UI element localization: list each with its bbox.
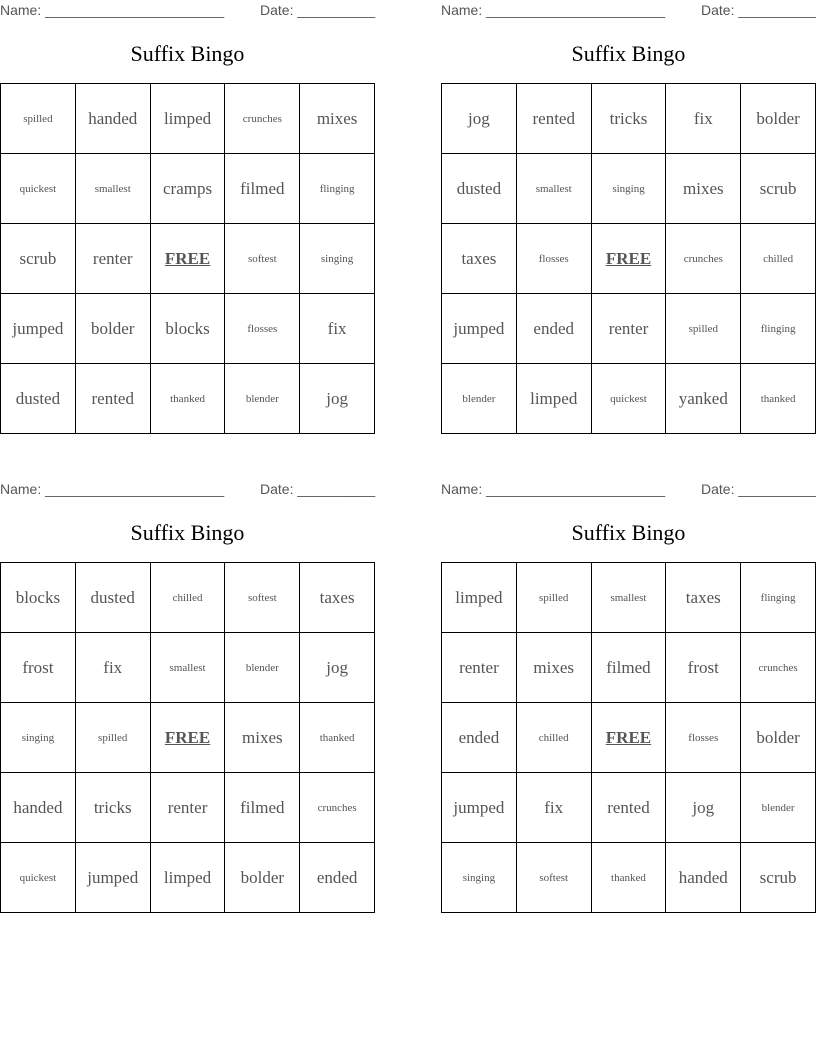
name-field-label: Name: _______________________ <box>0 2 225 18</box>
bingo-cell: frost <box>666 633 741 703</box>
bingo-cell: tricks <box>591 84 666 154</box>
bingo-row <box>442 84 816 154</box>
card-title: Suffix Bingo <box>571 41 686 66</box>
bingo-cell: singing <box>300 224 375 294</box>
bingo-grid <box>441 83 816 434</box>
bingo-cell: fix <box>300 294 375 364</box>
bingo-cell: spilled <box>75 703 150 773</box>
bingo-cell: jog <box>300 633 375 703</box>
bingo-cell: dusted <box>75 563 150 633</box>
free-space: FREE <box>150 224 225 294</box>
bingo-row <box>442 224 816 294</box>
free-space: FREE <box>591 224 666 294</box>
bingo-cell: bolder <box>741 703 816 773</box>
bingo-cell: blender <box>225 364 300 434</box>
bingo-row <box>1 703 375 773</box>
bingo-cell: renter <box>150 773 225 843</box>
bingo-cell: flosses <box>225 294 300 364</box>
bingo-cell: rented <box>516 84 591 154</box>
bingo-cell: flinging <box>741 563 816 633</box>
name-field-label: Name: _______________________ <box>0 481 225 497</box>
bingo-cell: crunches <box>300 773 375 843</box>
date-field-label: Date: __________ <box>701 2 816 18</box>
bingo-row <box>442 364 816 434</box>
bingo-row <box>442 563 816 633</box>
bingo-cell: cramps <box>150 154 225 224</box>
bingo-cell: limped <box>516 364 591 434</box>
bingo-cell: thanked <box>591 843 666 913</box>
bingo-cell: chilled <box>516 703 591 773</box>
bingo-cell: mixes <box>300 84 375 154</box>
bingo-cell: scrub <box>1 224 76 294</box>
bingo-cell: renter <box>591 294 666 364</box>
bingo-cell: singing <box>442 843 517 913</box>
bingo-cell: limped <box>442 563 517 633</box>
bingo-cell: quickest <box>1 843 76 913</box>
bingo-cell: handed <box>75 84 150 154</box>
bingo-cell: mixes <box>516 633 591 703</box>
card-title: Suffix Bingo <box>571 520 686 545</box>
bingo-cell: frost <box>1 633 76 703</box>
free-space: FREE <box>150 703 225 773</box>
name-date-line <box>441 479 816 499</box>
bingo-cell: softest <box>225 224 300 294</box>
name-field-label: Name: _______________________ <box>441 2 666 18</box>
bingo-cell: softest <box>225 563 300 633</box>
bingo-cell: handed <box>1 773 76 843</box>
bingo-cell: singing <box>591 154 666 224</box>
bingo-row <box>1 773 375 843</box>
bingo-cell: taxes <box>666 563 741 633</box>
bingo-cell: blender <box>741 773 816 843</box>
date-field-label: Date: __________ <box>701 481 816 497</box>
bingo-row <box>1 224 375 294</box>
bingo-grid <box>441 562 816 913</box>
bingo-cell: flinging <box>741 294 816 364</box>
bingo-cell: spilled <box>666 294 741 364</box>
bingo-cell: ended <box>300 843 375 913</box>
bingo-row <box>1 84 375 154</box>
bingo-cell: bolder <box>75 294 150 364</box>
bingo-cell: blocks <box>150 294 225 364</box>
bingo-row <box>442 843 816 913</box>
bingo-cell: quickest <box>1 154 76 224</box>
bingo-cell: spilled <box>1 84 76 154</box>
bingo-cell: dusted <box>1 364 76 434</box>
bingo-row <box>442 773 816 843</box>
bingo-cell: ended <box>516 294 591 364</box>
bingo-cell: rented <box>591 773 666 843</box>
bingo-cell: thanked <box>300 703 375 773</box>
bingo-cell: scrub <box>741 154 816 224</box>
card-title: Suffix Bingo <box>130 520 245 545</box>
bingo-row <box>1 154 375 224</box>
bingo-cell: yanked <box>666 364 741 434</box>
bingo-cell: tricks <box>75 773 150 843</box>
bingo-cell: taxes <box>442 224 517 294</box>
bingo-row <box>1 843 375 913</box>
bingo-cell: flosses <box>666 703 741 773</box>
bingo-row <box>1 294 375 364</box>
bingo-cell: jog <box>300 364 375 434</box>
bingo-cell: bolder <box>741 84 816 154</box>
bingo-cell: thanked <box>741 364 816 434</box>
bingo-cell: chilled <box>150 563 225 633</box>
bingo-cell: singing <box>1 703 76 773</box>
bingo-cell: smallest <box>591 563 666 633</box>
free-space: FREE <box>591 703 666 773</box>
bingo-row <box>1 633 375 703</box>
bingo-cell: rented <box>75 364 150 434</box>
bingo-cell: handed <box>666 843 741 913</box>
bingo-cell: fix <box>516 773 591 843</box>
bingo-cell: filmed <box>591 633 666 703</box>
bingo-row <box>442 294 816 364</box>
bingo-cell: filmed <box>225 773 300 843</box>
bingo-cell: limped <box>150 843 225 913</box>
date-field-label: Date: __________ <box>260 2 376 18</box>
bingo-cell: jumped <box>75 843 150 913</box>
bingo-cell: blocks <box>1 563 76 633</box>
bingo-cell: jumped <box>442 294 517 364</box>
bingo-cell: mixes <box>225 703 300 773</box>
date-field-label: Date: __________ <box>260 481 376 497</box>
name-date-line <box>0 479 375 499</box>
bingo-cell: dusted <box>442 154 517 224</box>
bingo-cell: crunches <box>666 224 741 294</box>
bingo-cell: jog <box>442 84 517 154</box>
bingo-row <box>442 154 816 224</box>
bingo-cell: fix <box>75 633 150 703</box>
bingo-cell: smallest <box>516 154 591 224</box>
bingo-row <box>442 703 816 773</box>
bingo-cell: jumped <box>442 773 517 843</box>
bingo-cell: crunches <box>741 633 816 703</box>
bingo-cell: scrub <box>741 843 816 913</box>
bingo-row <box>1 563 375 633</box>
bingo-cell: flosses <box>516 224 591 294</box>
name-field-label: Name: _______________________ <box>441 481 666 497</box>
bingo-cell: limped <box>150 84 225 154</box>
bingo-cell: smallest <box>150 633 225 703</box>
bingo-cell: softest <box>516 843 591 913</box>
bingo-cell: renter <box>75 224 150 294</box>
bingo-cell: spilled <box>516 563 591 633</box>
bingo-grid <box>0 562 375 913</box>
bingo-cell: quickest <box>591 364 666 434</box>
bingo-cell: crunches <box>225 84 300 154</box>
card-title: Suffix Bingo <box>130 41 245 66</box>
bingo-row <box>1 364 375 434</box>
bingo-cell: renter <box>442 633 517 703</box>
bingo-cell: mixes <box>666 154 741 224</box>
bingo-cell: flinging <box>300 154 375 224</box>
bingo-cell: blender <box>225 633 300 703</box>
bingo-cell: chilled <box>741 224 816 294</box>
name-date-line <box>441 0 816 20</box>
bingo-cell: fix <box>666 84 741 154</box>
bingo-cell: ended <box>442 703 517 773</box>
bingo-cell: blender <box>442 364 517 434</box>
bingo-cell: thanked <box>150 364 225 434</box>
bingo-grid <box>0 83 375 434</box>
bingo-cell: jumped <box>1 294 76 364</box>
bingo-cell: bolder <box>225 843 300 913</box>
bingo-cell: taxes <box>300 563 375 633</box>
bingo-cell: smallest <box>75 154 150 224</box>
bingo-cell: filmed <box>225 154 300 224</box>
name-date-line <box>0 0 375 20</box>
bingo-cell: jog <box>666 773 741 843</box>
bingo-row <box>442 633 816 703</box>
